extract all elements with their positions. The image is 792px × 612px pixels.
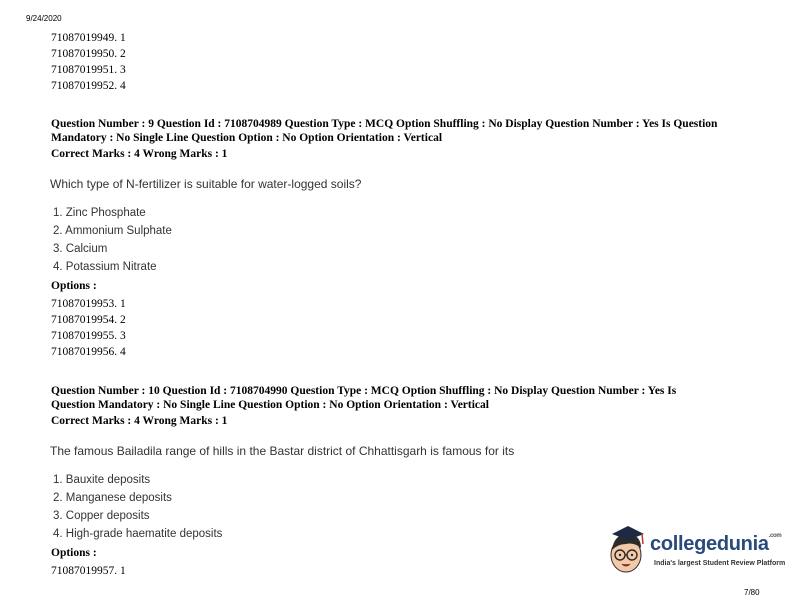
- option-id: 71087019953. 1: [51, 298, 126, 310]
- option-id: 71087019957. 1: [51, 565, 126, 577]
- option-id: 71087019949. 1: [51, 32, 126, 44]
- top-options-list: [51, 30, 126, 94]
- logo-name: collegedunia: [650, 533, 769, 555]
- choice-item: 2. Ammonium Sulphate: [53, 225, 172, 237]
- print-date: 9/24/2020: [26, 14, 62, 23]
- choice-item: 3. Copper deposits: [53, 510, 150, 522]
- q9-options-list: [51, 296, 126, 360]
- q10-choices: [53, 474, 222, 546]
- q10-marks: Correct Marks : 4 Wrong Marks : 1: [51, 415, 228, 427]
- q10-header-line1: Question Number : 10 Question Id : 7108704990 Question Type : MCQ Option Shuffling : No Display Question Number : Yes Is: [51, 385, 677, 397]
- mascot-icon: [604, 522, 648, 578]
- q9-marks: Correct Marks : 4 Wrong Marks : 1: [51, 148, 228, 160]
- choice-item: 2. Manganese deposits: [53, 492, 172, 504]
- q9-options-label: Options :: [51, 280, 97, 292]
- q9-question-text: Which type of N-fertilizer is suitable for water-logged soils?: [50, 177, 362, 191]
- logo-suffix: .com: [768, 533, 782, 539]
- q10-header-line2: Question Mandatory : No Single Line Question Option : No Option Orientation : Vertical: [51, 399, 489, 411]
- choice-item: 1. Bauxite deposits: [53, 474, 151, 486]
- q9-header-line1: Question Number : 9 Question Id : 7108704989 Question Type : MCQ Option Shuffling : No Display Question Number : Yes Is Question: [51, 118, 718, 130]
- choice-item: 4. High-grade haematite deposits: [53, 528, 223, 540]
- option-id: 71087019952. 4: [51, 80, 126, 92]
- q9-header: [51, 117, 761, 161]
- q10-options-label: Options :: [51, 547, 97, 559]
- option-id: 71087019951. 3: [51, 64, 126, 76]
- q9-header-line2: Mandatory : No Single Line Question Option : No Option Orientation : Vertical: [51, 132, 443, 144]
- q10-options-list: [51, 563, 126, 579]
- q9-choices: [53, 207, 172, 279]
- option-id: 71087019955. 3: [51, 330, 126, 342]
- page-number: 7/80: [744, 588, 760, 597]
- choice-item: 4. Potassium Nitrate: [53, 261, 157, 273]
- option-id: 71087019956. 4: [51, 346, 126, 358]
- q10-question-text: The famous Bailadila range of hills in the Bastar district of Chhattisgarh is famous for its: [50, 444, 515, 458]
- logo-tagline: India's largest Student Review Platform: [654, 560, 786, 567]
- choice-item: 3. Calcium: [53, 243, 108, 255]
- option-id: 71087019950. 2: [51, 48, 126, 60]
- option-id: 71087019954. 2: [51, 314, 126, 326]
- logo-wordmark: [650, 533, 781, 556]
- choice-item: 1. Zinc Phosphate: [53, 207, 146, 219]
- q10-header: [51, 384, 761, 428]
